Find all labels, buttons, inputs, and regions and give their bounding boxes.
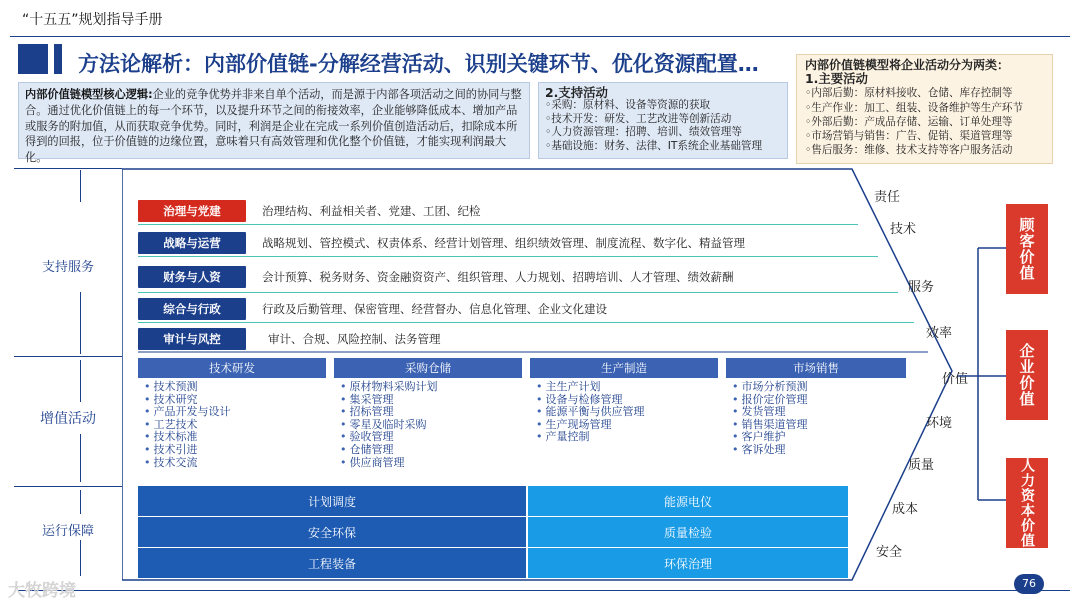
label-support: 支持服务 bbox=[41, 260, 94, 275]
main-activities-title: 内部价值链模型将企业活动分为两类： bbox=[805, 58, 1010, 72]
support-row bbox=[138, 298, 607, 320]
document-title: “十五五”规划指导手册 bbox=[22, 12, 163, 28]
operations-grid bbox=[138, 486, 848, 579]
list-item: • 产量控制 bbox=[536, 431, 718, 444]
support-row-label: 财务与人资 bbox=[138, 266, 246, 288]
column-header: 技术研发 bbox=[138, 358, 326, 378]
axis-line bbox=[14, 486, 122, 487]
diagonal-label: 安全 bbox=[876, 545, 903, 560]
left-axis bbox=[14, 168, 122, 586]
list-item: • 市场分析预测 bbox=[732, 381, 906, 394]
column-header: 生产制造 bbox=[530, 358, 718, 378]
column-list bbox=[530, 378, 718, 444]
list-item: • 供应商管理 bbox=[340, 457, 522, 470]
list-item: • 设备与检修管理 bbox=[536, 394, 718, 407]
support-row-label: 战略与运营 bbox=[138, 232, 246, 254]
main-item: ◦生产作业：加工、组装、设备维护等生产环节 bbox=[805, 101, 1024, 114]
support-row-label: 审计与风控 bbox=[138, 328, 246, 350]
diagonal-label: 质量 bbox=[908, 458, 935, 473]
list-item: • 产品开发与设计 bbox=[144, 406, 326, 419]
list-item: • 集采管理 bbox=[340, 394, 522, 407]
column-list bbox=[138, 378, 326, 469]
support-row-text: 治理结构、利益相关者、党建、工团、纪检 bbox=[262, 204, 481, 218]
row-divider bbox=[138, 292, 898, 293]
list-item: • 发货管理 bbox=[732, 406, 906, 419]
row-divider bbox=[138, 256, 878, 257]
operations-row bbox=[138, 548, 848, 578]
list-item: • 验收管理 bbox=[340, 431, 522, 444]
main-item: ◦市场营销与销售：广告、促销、渠道管理等 bbox=[805, 130, 1013, 143]
page-headline: 方法论解析：内部价值链-分解经营活动、识别关键环节、优化资源配置… bbox=[78, 52, 759, 76]
operations-left: 工程装备 bbox=[138, 548, 526, 578]
page-number: 76 bbox=[1014, 574, 1044, 594]
logic-label: 内部价值链模型核心逻辑: bbox=[25, 88, 153, 101]
row-divider bbox=[138, 224, 858, 225]
list-item: • 技术标准 bbox=[144, 431, 326, 444]
support-row bbox=[138, 200, 481, 222]
list-item: • 技术预测 bbox=[144, 381, 326, 394]
support-row bbox=[138, 328, 441, 350]
list-item: • 技术研究 bbox=[144, 394, 326, 407]
support-row-label: 治理与党建 bbox=[138, 200, 246, 222]
diagonal-label: 价值 bbox=[942, 372, 969, 387]
list-item: • 工艺技术 bbox=[144, 419, 326, 432]
support-row-text: 战略规划、管控模式、权责体系、经营计划管理、组织绩效管理、制度流程、数字化、精益管理 bbox=[262, 236, 745, 250]
list-item: • 报价定价管理 bbox=[732, 394, 906, 407]
list-item: • 招标管理 bbox=[340, 406, 522, 419]
operations-left: 计划调度 bbox=[138, 486, 526, 516]
diagonal-label: 环境 bbox=[926, 416, 953, 431]
diagonal-label: 责任 bbox=[874, 190, 901, 205]
label-operation: 运行保障 bbox=[41, 524, 94, 539]
support-activities-title: 2.支持活动 bbox=[545, 85, 608, 100]
column-list bbox=[334, 378, 522, 469]
column-header: 采购仓储 bbox=[334, 358, 522, 378]
list-item: • 零星及临时采购 bbox=[340, 419, 522, 432]
column-list bbox=[726, 378, 906, 457]
logic-box bbox=[18, 82, 530, 165]
arrow-down-icon bbox=[80, 292, 81, 354]
diagonal-label: 成本 bbox=[892, 502, 919, 517]
row-divider bbox=[138, 322, 914, 323]
arrow-up-icon bbox=[80, 490, 81, 514]
list-item: • 原材物料采购计划 bbox=[340, 381, 522, 394]
list-item: • 生产现场管理 bbox=[536, 419, 718, 432]
top-bar bbox=[0, 0, 1080, 38]
diagonal-label: 效率 bbox=[926, 326, 953, 341]
arrow-up-icon bbox=[80, 360, 81, 402]
operations-right: 质量检验 bbox=[528, 517, 848, 547]
list-item: • 技术交流 bbox=[144, 457, 326, 470]
support-row bbox=[138, 232, 745, 254]
footer bbox=[0, 586, 1080, 608]
support-row-text: 审计、合规、风险控制、法务管理 bbox=[268, 332, 441, 346]
support-item: ◦人力资源管理：招聘、培训、绩效管理等 bbox=[545, 126, 742, 139]
axis-line bbox=[14, 168, 122, 169]
outcome-customer-value: 顾客价值 bbox=[1006, 204, 1048, 294]
arrow-down-icon bbox=[80, 434, 81, 482]
arrow-down-icon bbox=[80, 540, 81, 576]
operations-row bbox=[138, 486, 848, 516]
diagonal-label: 服务 bbox=[908, 280, 935, 295]
operations-right: 环保治理 bbox=[528, 548, 848, 578]
logic-text: 企业的竞争优势并非来自单个活动，而是源于内部各项活动之间的协同与整合。通过优化价值链上的每一个环节，以及提升环节之间的衔接效率，企业能够降低成本、增加产品或服务的附加值，从而获取竞争优势。同时，利润是企业在完成一系列价值创造活动后，扣除成本所得到的回报，位于价值链的边缘位置，意味着只有高效管理和优化整个价值链，才能实现利润最大化。 bbox=[25, 88, 522, 165]
outcome-bracket bbox=[958, 230, 1006, 510]
column-header: 市场销售 bbox=[726, 358, 906, 378]
support-activities-box bbox=[538, 82, 788, 159]
main-item: ◦外部后勤：产成品存储、运输、订单处理等 bbox=[805, 115, 1013, 128]
list-item: • 主生产计划 bbox=[536, 381, 718, 394]
main-item: ◦内部后勤：原材料接收、仓储、库存控制等 bbox=[805, 87, 1013, 100]
value-chain-column bbox=[138, 358, 326, 469]
support-item: ◦技术开发：研发、工艺改进等创新活动 bbox=[545, 112, 732, 125]
header-rule bbox=[10, 36, 1070, 37]
support-row-text: 行政及后勤管理、保密管理、经营督办、信息化管理、企业文化建设 bbox=[262, 302, 607, 316]
operations-right: 能源电仪 bbox=[528, 486, 848, 516]
value-chain-column bbox=[726, 358, 906, 457]
value-chain-column bbox=[530, 358, 718, 444]
main-activities-box bbox=[796, 54, 1053, 164]
support-item: ◦基础设施：财务、法律、IT系统企业基础管理 bbox=[545, 139, 763, 152]
list-item: • 仓储管理 bbox=[340, 444, 522, 457]
support-item: ◦采购：原材料、设备等资源的获取 bbox=[545, 99, 711, 112]
list-item: • 能源平衡与供应管理 bbox=[536, 406, 718, 419]
operations-row bbox=[138, 517, 848, 547]
support-row-text: 会计预算、税务财务、资金融资资产、组织管理、人力规划、招聘培训、人才管理、绩效薪酬 bbox=[262, 270, 734, 284]
list-item: • 客诉处理 bbox=[732, 444, 906, 457]
list-item: • 客户维护 bbox=[732, 431, 906, 444]
watermark-logo: 大牧跨境 bbox=[8, 581, 76, 601]
list-item: • 销售渠道管理 bbox=[732, 419, 906, 432]
list-item: • 技术引进 bbox=[144, 444, 326, 457]
label-value-add: 增值活动 bbox=[40, 411, 96, 427]
axis-line bbox=[14, 356, 122, 357]
value-chain-column bbox=[334, 358, 522, 469]
footer-rule bbox=[18, 590, 1070, 591]
outcome-enterprise-value: 企业价值 bbox=[1006, 330, 1048, 420]
main-item: ◦售后服务：维修、技术支持等客户服务活动 bbox=[805, 144, 1013, 157]
support-row-label: 综合与行政 bbox=[138, 298, 246, 320]
arrow-up-icon bbox=[80, 170, 81, 202]
operations-left: 安全环保 bbox=[138, 517, 526, 547]
support-row bbox=[138, 266, 734, 288]
diagonal-label: 技术 bbox=[890, 222, 917, 237]
outcome-human-capital-value: 人力资本价值 bbox=[1006, 458, 1048, 548]
value-chain-frame bbox=[122, 168, 980, 582]
main-activities-subtitle: 1.主要活动 bbox=[805, 71, 868, 87]
